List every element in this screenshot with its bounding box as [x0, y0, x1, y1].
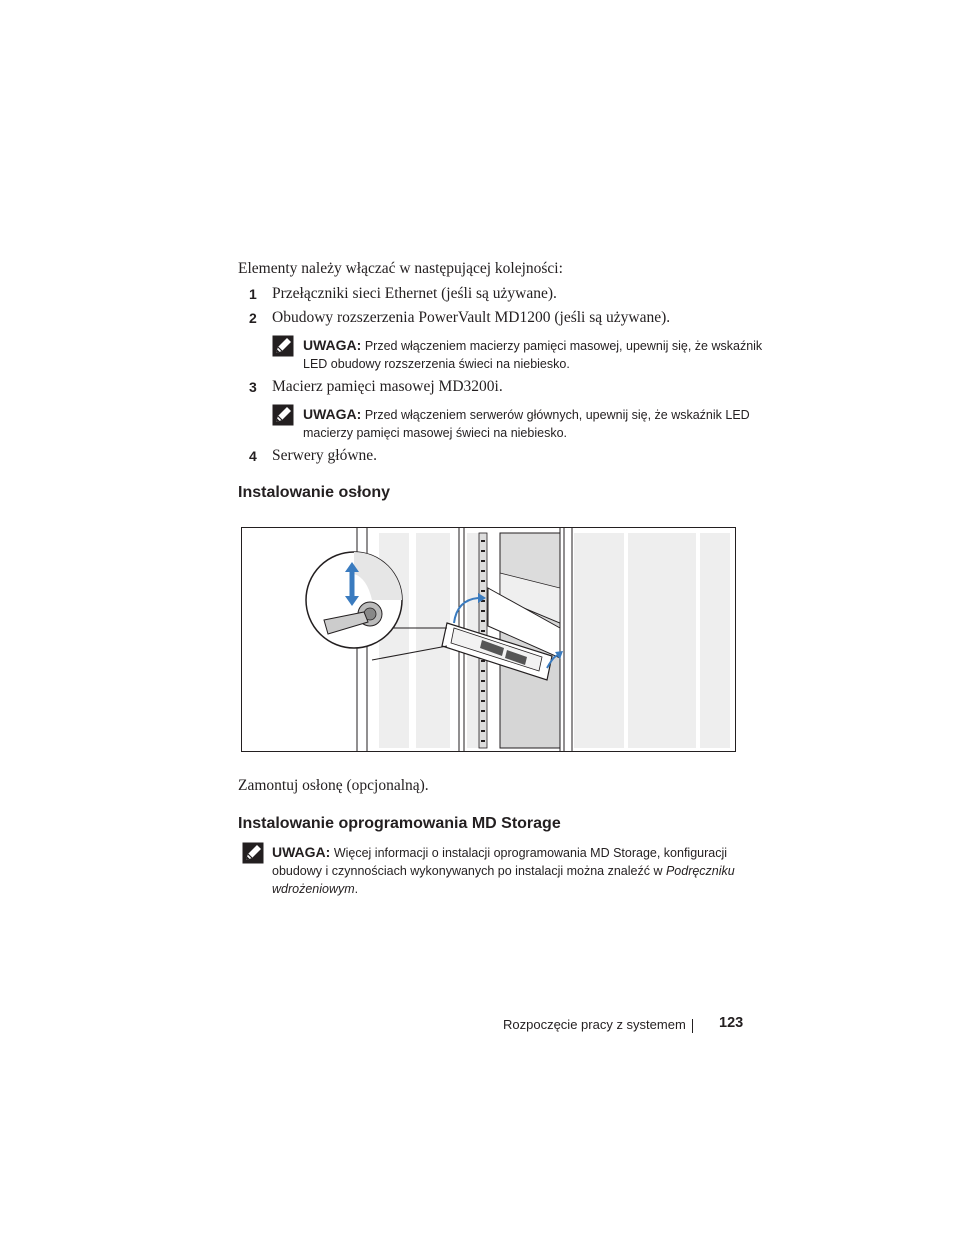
- note-pencil-icon: [272, 404, 294, 431]
- note-label: UWAGA:: [303, 337, 362, 353]
- note-2: [303, 405, 750, 442]
- page-number: 123: [719, 1015, 744, 1031]
- note-text: Przed włączeniem macierzy pamięci masowej, upewnij się, że wskaźnik: [364, 339, 763, 353]
- step-text-2: Obudowy rozszerzenia PowerVault MD1200 (jeśli są używane).: [272, 309, 671, 326]
- step-number-3: 3: [249, 379, 257, 395]
- step-text-4: Serwery główne.: [272, 447, 378, 464]
- footer-separator: [692, 1019, 693, 1033]
- note-text: .: [354, 882, 359, 896]
- figure-caption: Zamontuj osłonę (opcjonalną).: [238, 777, 429, 794]
- intro-text: Elementy należy włączać w następującej kolejności:: [238, 260, 563, 277]
- step-text-3: Macierz pamięci masowej MD3200i.: [272, 378, 503, 395]
- note-reference: Podręczniku: [665, 864, 735, 878]
- note-3: [272, 843, 735, 898]
- note-text: Przed włączeniem serwerów głównych, upewnij się, że wskaźnik LED: [364, 408, 750, 422]
- note-label: UWAGA:: [303, 406, 362, 422]
- step-text-1: Przełączniki sieci Ethernet (jeśli są używane).: [272, 285, 557, 302]
- note-label: UWAGA:: [272, 844, 331, 860]
- note-text: macierzy pamięci masowej świeci na niebiesko.: [303, 426, 567, 440]
- note-text: LED obudowy rozszerzenia świeci na niebiesko.: [303, 357, 570, 371]
- note-reference: wdrożeniowym: [272, 882, 355, 896]
- note-text: obudowy i czynnościach wykonywanych po instalacji można znaleźć w: [272, 864, 663, 878]
- step-number-1: 1: [249, 286, 257, 302]
- section-heading-software: Instalowanie oprogramowania MD Storage: [238, 815, 561, 832]
- note-pencil-icon: [272, 335, 294, 362]
- step-number-4: 4: [249, 448, 257, 464]
- section-heading-bezel: Instalowanie osłony: [238, 484, 391, 501]
- note-text: Więcej informacji o instalacji oprogramowania MD Storage, konfiguracji: [333, 846, 728, 860]
- bezel-installation-illustration: [241, 527, 736, 752]
- step-number-2: 2: [249, 310, 257, 326]
- note-pencil-icon: [242, 842, 264, 869]
- footer-chapter-title: Rozpoczęcie pracy z systemem: [503, 1017, 686, 1032]
- note-1: [303, 336, 762, 373]
